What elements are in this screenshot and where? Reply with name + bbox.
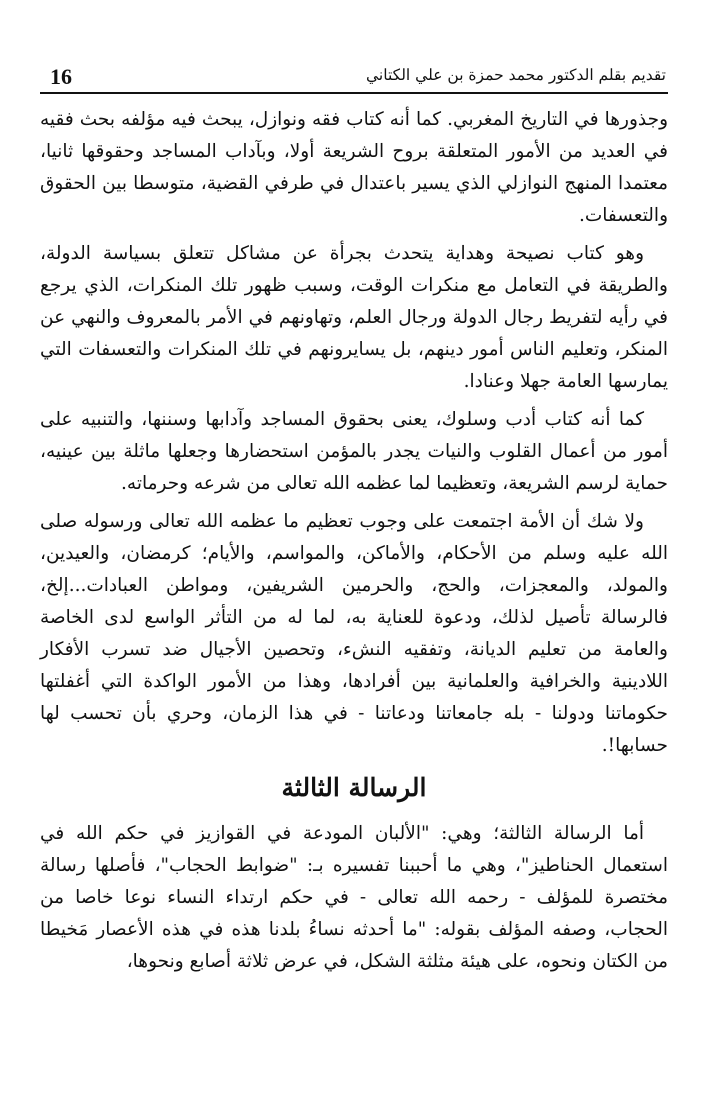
- paragraph: وهو كتاب نصيحة وهداية يتحدث بجرأة عن مشاكل تتعلق بسياسة الدولة، والطريقة في التعامل مع منكرات الوقت، وسبب ظهور تلك المنكرات، الذي يرجع في رأيه لتفريط رجال الدولة ورجال العلم، وتهاونهم في الأمر بالمعروف والنهي عن المنكر، وتعليم الناس أمور دينهم، بل يسايرونهم في تلك المنكرات والتعسفات التي يمارسها العامة جهلا وعنادا.: [40, 243, 668, 392]
- paragraph: ولا شك أن الأمة اجتمعت على وجوب تعظيم ما عظمه الله تعالى ورسوله صلى الله عليه وسلم من الأحكام، والأماكن، والمواسم، والأيام؛ كرمضان، والعيدين، والمولد، والمعجزات، والحج، والحرمين الشريفين، ومواطن العبادات...إلخ، فالرسالة تأصيل لذلك، ودعوة للعناية به، لما له من التأثر الواسع لدى الخاصة والعامة من تعليم الديانة، وتفقيه النشء، وتحصين الأجيال ضد تسرب الأفكار اللادينية والخرافية والعلمانية بين أفرادها، وهذا من الأمور الواكدة التي أغفلتها حكوماتنا ودولنا - بله جامعاتنا ودعاتنا - في هذا الزمان، وحري بأن تحسب لها حسابها!.: [40, 511, 668, 756]
- running-head: تقديم بقلم الدكتور محمد حمزة بن علي الكتاني: [366, 66, 666, 84]
- paragraph: كما أنه كتاب أدب وسلوك، يعنى بحقوق المساجد وآدابها وسننها، والتنبيه على أمور من أعمال القلوب والنيات يجدر بالمؤمن استحضارها وجعلها ماثلة بين عينيه، حماية لرسم الشريعة، وتعظيما لما عظمه الله تعالى من شرعه وحرماته.: [40, 409, 668, 494]
- section-heading: الرسالة الثالثة: [281, 773, 427, 802]
- page-header: [40, 60, 668, 94]
- page-body: [40, 104, 668, 984]
- page-number: 16: [50, 64, 72, 89]
- paragraph: وجذورها في التاريخ المغربي. كما أنه كتاب فقه ونوازل، يبحث فيه مؤلفه بحث فقيه في العديد من الأمور المتعلقة بروح الشريعة أولا، وبآداب المساجد وحقوقها ثانيا، معتمدا المنهج النوازلي الذي يسير باعتدال في طرفي القضية، متوسطا بين الحقوق والتعسفات.: [40, 109, 668, 226]
- paragraph: أما الرسالة الثالثة؛ وهي: "الألبان المودعة في القوازيز في حكم الله في استعمال الحناطيز"، وهي ما أحببنا تفسيره بـ: "ضوابط الحجاب"، فأصلها رسالة مختصرة للمؤلف - رحمه الله تعالى - في حكم ارتداء النساء نوعا خاصا من الحجاب، وصفه المؤلف بقوله: "ما أحدثه نساءُ بلدنا هذه في هذه الأعصار مَخيطا من الكتان ونحوه، على هيئة مثلثة الشكل، في عرض ثلاثة أصابع ونحوها،: [40, 823, 668, 972]
